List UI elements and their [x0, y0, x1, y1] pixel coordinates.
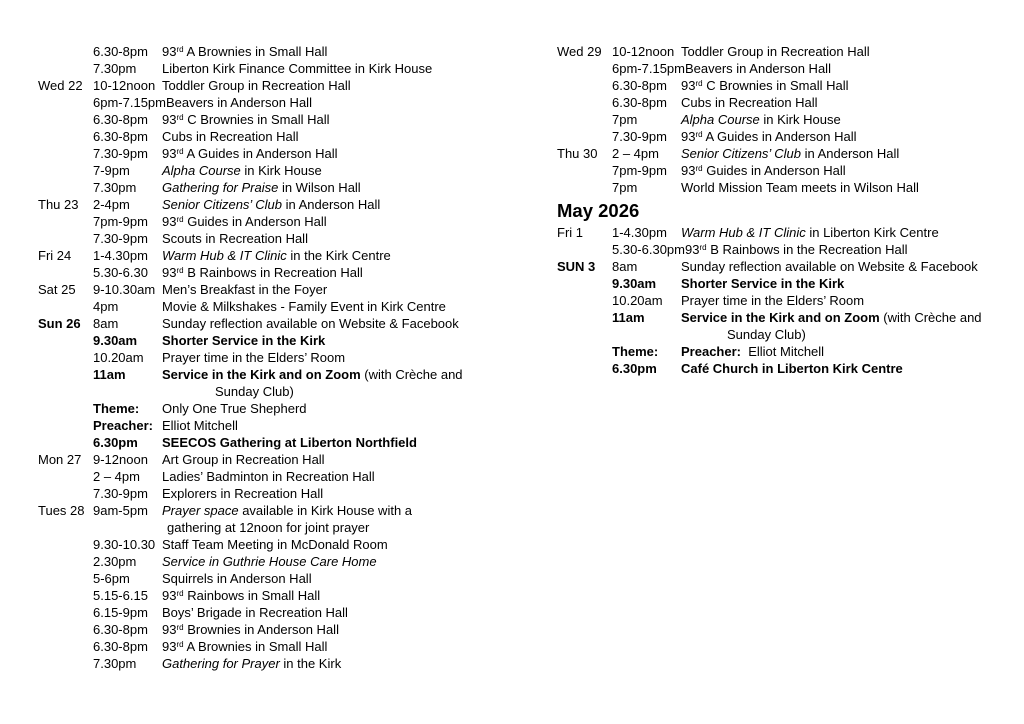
- ordinal-suffix: rd: [699, 243, 707, 253]
- schedule-row: [38, 587, 533, 604]
- schedule-row: [557, 162, 1019, 179]
- event-description: [681, 224, 939, 241]
- schedule-row: [38, 94, 533, 111]
- text-run: Shorter Service in the Kirk: [162, 333, 326, 348]
- event-description: [162, 43, 327, 60]
- schedule-row: [38, 638, 533, 655]
- time-label: 7pm-9pm: [612, 163, 667, 178]
- text-run: Men’s Breakfast in the Foyer: [162, 282, 328, 297]
- time-label: 7.30-9pm: [93, 486, 148, 501]
- text-run: World Mission Team meets in Wilson Hall: [681, 180, 919, 195]
- schedule-row: [557, 309, 1019, 326]
- ordinal-suffix: rd: [695, 79, 703, 89]
- event-description: [162, 621, 339, 638]
- schedule-row: [557, 224, 1019, 241]
- schedule-row: [557, 94, 1019, 111]
- schedule-row: [557, 258, 1019, 275]
- schedule-row: [38, 485, 533, 502]
- text-run: Warm Hub & IT Clinic: [681, 225, 806, 240]
- time-label: 10-12noon: [612, 44, 675, 59]
- text-run: A Brownies in Small Hall: [183, 44, 328, 59]
- text-run: Boys’ Brigade in Recreation Hall: [162, 605, 348, 620]
- month-heading: May 2026: [557, 200, 640, 221]
- time-label: 6.30-8pm: [93, 129, 148, 144]
- time-label: 6.30-8pm: [93, 112, 148, 127]
- time-label: 4pm: [93, 299, 119, 314]
- text-run: A Guides in Anderson Hall: [702, 129, 857, 144]
- event-description: [162, 128, 299, 145]
- text-run: B Rainbows in Recreation Hall: [183, 265, 363, 280]
- event-description: [681, 145, 899, 162]
- text-run: Sunday Club): [215, 384, 294, 399]
- text-run: Cubs in Recreation Hall: [162, 129, 299, 144]
- time-label: 7pm: [612, 112, 638, 127]
- schedule-row: [38, 366, 533, 383]
- text-run: C Brownies in Small Hall: [183, 112, 330, 127]
- text-run: in Kirk House: [759, 112, 841, 127]
- text-run: Prayer space: [162, 503, 239, 518]
- event-description: [162, 315, 459, 332]
- event-description: [681, 292, 864, 309]
- schedule-row: [557, 292, 1019, 309]
- time-label: 9.30-10.30: [93, 537, 156, 552]
- event-description: [167, 519, 369, 536]
- schedule-column-right: [557, 43, 1019, 377]
- schedule-row: [38, 553, 533, 570]
- text-run: in Kirk House: [240, 163, 322, 178]
- event-description: [162, 281, 327, 298]
- event-description: [162, 468, 375, 485]
- text-run: Guides in Anderson Hall: [702, 163, 846, 178]
- event-description: [162, 77, 351, 94]
- schedule-row: [38, 451, 533, 468]
- text-run: 93: [681, 78, 696, 93]
- event-description: [162, 604, 348, 621]
- time-label: 2 – 4pm: [612, 146, 659, 161]
- text-run: Ladies’ Badminton in Recreation Hall: [162, 469, 375, 484]
- text-run: 93: [162, 146, 177, 161]
- time-label: 7.30-9pm: [93, 146, 148, 161]
- schedule-row: [38, 434, 533, 451]
- text-run: Sunday reflection available on Website & Facebook: [681, 259, 978, 274]
- event-description: [162, 485, 323, 502]
- event-description: [162, 111, 330, 128]
- ordinal-suffix: rd: [176, 215, 184, 225]
- time-label: 1-4.30pm: [93, 248, 148, 263]
- schedule-row: [557, 128, 1019, 145]
- text-run: Elliot Mitchell: [162, 418, 238, 433]
- text-run: 93: [162, 639, 177, 654]
- time-label: 2.30pm: [93, 554, 137, 569]
- time-label: 6.15-9pm: [93, 605, 148, 620]
- schedule-row: [38, 315, 533, 332]
- event-description: [215, 383, 294, 400]
- event-description: [162, 638, 327, 655]
- text-run: Toddler Group in Recreation Hall: [162, 78, 351, 93]
- event-description: [162, 502, 412, 519]
- schedule-column-left: [38, 43, 533, 672]
- text-run: 93: [162, 588, 177, 603]
- time-label: 6.30pm: [93, 435, 138, 450]
- text-run: 93: [681, 129, 696, 144]
- event-description: [685, 60, 831, 77]
- schedule-row: [38, 281, 533, 298]
- ordinal-suffix: rd: [176, 589, 184, 599]
- ordinal-suffix: rd: [695, 130, 703, 140]
- day-label: Fri 1: [557, 225, 583, 240]
- schedule-row: [38, 349, 533, 366]
- text-run: 93: [162, 265, 177, 280]
- time-label: 5.30-6.30: [93, 265, 148, 280]
- time-label: 5-6pm: [93, 571, 130, 586]
- schedule-row: [38, 179, 533, 196]
- event-description: [162, 655, 341, 672]
- schedule-row-continuation: [38, 383, 533, 400]
- text-run: A Guides in Anderson Hall: [183, 146, 338, 161]
- time-label: 9am-5pm: [93, 503, 148, 518]
- text-run: Beavers in Anderson Hall: [684, 61, 831, 76]
- schedule-row: [557, 275, 1019, 292]
- text-run: 93: [162, 44, 177, 59]
- day-label: Sat 25: [38, 282, 76, 297]
- time-label: 10-12noon: [93, 78, 156, 93]
- text-run: (with Crèche and: [360, 367, 463, 382]
- event-description: [162, 553, 377, 570]
- schedule-row: [38, 655, 533, 672]
- time-label: 11am: [93, 367, 126, 382]
- event-description: [162, 332, 325, 349]
- text-run: Beavers in Anderson Hall: [165, 95, 312, 110]
- ordinal-suffix: rd: [176, 45, 184, 55]
- time-label: 9-10.30am: [93, 282, 156, 297]
- text-run: Preacher:: [681, 344, 741, 359]
- event-description: [162, 162, 322, 179]
- event-description: [162, 366, 463, 383]
- event-description: [162, 570, 312, 587]
- schedule-row: [557, 60, 1019, 77]
- text-run: Prayer time in the Elders’ Room: [162, 350, 346, 365]
- ordinal-suffix: rd: [176, 113, 184, 123]
- time-label: 6pm-7.15pm: [612, 61, 685, 76]
- schedule-row: [38, 298, 533, 315]
- text-run: Shorter Service in the Kirk: [681, 276, 845, 291]
- day-label: Wed 29: [557, 44, 602, 59]
- schedule-row: [557, 241, 1019, 258]
- day-label: Mon 27: [38, 452, 82, 467]
- time-label: 5.30-6.30pm: [612, 242, 685, 257]
- text-run: B Rainbows in the Recreation Hall: [706, 242, 908, 257]
- text-run: in Anderson Hall: [800, 146, 900, 161]
- ordinal-suffix: rd: [176, 640, 184, 650]
- time-label: Theme:: [93, 401, 140, 416]
- text-run: Service in Guthrie House Care Home: [162, 554, 377, 569]
- day-label: Wed 22: [38, 78, 83, 93]
- schedule-row: [38, 247, 533, 264]
- event-description: [162, 451, 325, 468]
- text-run: C Brownies in Small Hall: [702, 78, 849, 93]
- day-label: Thu 30: [557, 146, 598, 161]
- text-run: in Liberton Kirk Centre: [805, 225, 939, 240]
- schedule-row: [38, 77, 533, 94]
- ordinal-suffix: rd: [176, 266, 184, 276]
- time-label: 10.20am: [612, 293, 663, 308]
- time-label: 2 – 4pm: [93, 469, 140, 484]
- event-description: [681, 128, 857, 145]
- time-label: 8am: [612, 259, 638, 274]
- text-run: gathering at 12noon for joint prayer: [167, 520, 370, 535]
- schedule-row: [557, 43, 1019, 60]
- event-description: [162, 179, 361, 196]
- text-run: available in Kirk House with a: [238, 503, 413, 518]
- text-run: Senior Citizens’ Club: [162, 197, 282, 212]
- event-description: [166, 94, 312, 111]
- text-run: Toddler Group in Recreation Hall: [681, 44, 870, 59]
- text-run: Alpha Course: [162, 163, 241, 178]
- text-run: Prayer time in the Elders’ Room: [681, 293, 865, 308]
- time-label: 1-4.30pm: [612, 225, 667, 240]
- schedule-row: [38, 604, 533, 621]
- day-label: Thu 23: [38, 197, 79, 212]
- text-run: Art Group in Recreation Hall: [162, 452, 325, 467]
- event-description: [681, 258, 978, 275]
- event-description: [162, 434, 417, 451]
- event-description: [681, 111, 841, 128]
- time-label: Preacher:: [93, 418, 153, 433]
- day-label: Sun 26: [38, 316, 81, 331]
- time-label: 7pm: [612, 180, 638, 195]
- ordinal-suffix: rd: [176, 623, 184, 633]
- time-label: 2-4pm: [93, 197, 130, 212]
- time-label: 6.30-8pm: [93, 639, 148, 654]
- text-run: SEECOS Gathering at Liberton Northfield: [162, 435, 417, 450]
- schedule-row: [38, 621, 533, 638]
- schedule-row: [38, 162, 533, 179]
- text-run: 93: [162, 622, 177, 637]
- text-run: Brownies in Anderson Hall: [183, 622, 339, 637]
- text-run: 93: [685, 242, 700, 257]
- time-label: 6.30-8pm: [612, 95, 667, 110]
- day-label: Fri 24: [38, 248, 72, 263]
- event-description: [162, 247, 391, 264]
- event-description: [162, 298, 446, 315]
- event-description: [681, 94, 818, 111]
- schedule-row: [38, 570, 533, 587]
- text-run: Rainbows in Small Hall: [183, 588, 321, 603]
- time-label: 9.30am: [93, 333, 138, 348]
- time-label: Theme:: [612, 344, 659, 359]
- schedule-row: [557, 77, 1019, 94]
- text-run: in Wilson Hall: [278, 180, 361, 195]
- text-run: Squirrels in Anderson Hall: [162, 571, 312, 586]
- text-run: Guides in Anderson Hall: [183, 214, 327, 229]
- time-label: 7.30-9pm: [612, 129, 667, 144]
- text-run: Movie & Milkshakes - Family Event in Kirk Centre: [162, 299, 446, 314]
- event-description: [162, 213, 327, 230]
- time-label: 6.30-8pm: [612, 78, 667, 93]
- text-run: Sunday Club): [727, 327, 806, 342]
- time-label: 7.30pm: [93, 61, 137, 76]
- day-label: Tues 28: [38, 503, 85, 518]
- event-description: [681, 309, 982, 326]
- text-run: Elliot Mitchell: [740, 344, 825, 359]
- time-label: 7pm-9pm: [93, 214, 148, 229]
- schedule-row: [38, 230, 533, 247]
- text-run: (with Crèche and: [879, 310, 982, 325]
- time-label: 7.30pm: [93, 656, 137, 671]
- text-run: Gathering for Praise: [162, 180, 279, 195]
- time-label: 9-12noon: [93, 452, 148, 467]
- text-run: Explorers in Recreation Hall: [162, 486, 324, 501]
- text-run: Café Church in Liberton Kirk Centre: [681, 361, 903, 376]
- event-description: [162, 145, 338, 162]
- event-description: [681, 179, 919, 196]
- time-label: 6.30pm: [612, 361, 657, 376]
- text-run: Warm Hub & IT Clinic: [162, 248, 287, 263]
- text-run: in the Kirk Centre: [286, 248, 391, 263]
- event-description: [685, 241, 907, 258]
- schedule-row: [38, 417, 533, 434]
- schedule-row: [38, 128, 533, 145]
- schedule-row: [557, 145, 1019, 162]
- event-description: [162, 417, 238, 434]
- event-description: [681, 77, 849, 94]
- event-description: [162, 196, 380, 213]
- time-label: 11am: [612, 310, 645, 325]
- event-description: [162, 536, 388, 553]
- ordinal-suffix: rd: [695, 164, 703, 174]
- time-label: 7-9pm: [93, 163, 130, 178]
- event-description: [162, 400, 307, 417]
- event-description: [727, 326, 806, 343]
- text-run: Only One True Shepherd: [162, 401, 307, 416]
- schedule-row: [557, 111, 1019, 128]
- text-run: A Brownies in Small Hall: [183, 639, 328, 654]
- event-description: [162, 60, 432, 77]
- text-run: 93: [162, 112, 177, 127]
- text-run: Service in the Kirk and on Zoom: [681, 310, 880, 325]
- text-run: Cubs in Recreation Hall: [681, 95, 818, 110]
- event-description: [681, 43, 870, 60]
- text-run: Sunday reflection available on Website & Facebook: [162, 316, 459, 331]
- time-label: 10.20am: [93, 350, 144, 365]
- event-description: [681, 343, 824, 360]
- time-label: 6pm-7.15pm: [93, 95, 166, 110]
- text-run: in Anderson Hall: [281, 197, 381, 212]
- event-description: [162, 587, 320, 604]
- time-label: 6.30-8pm: [93, 622, 148, 637]
- time-label: 5.15-6.15: [93, 588, 148, 603]
- schedule-row: [38, 264, 533, 281]
- text-run: 93: [162, 214, 177, 229]
- event-description: [681, 275, 844, 292]
- schedule-row: [38, 468, 533, 485]
- text-run: Liberton Kirk Finance Committee in Kirk House: [162, 61, 433, 76]
- event-description: [681, 360, 903, 377]
- event-description: [162, 230, 308, 247]
- schedule-row: [38, 332, 533, 349]
- schedule-row: [557, 179, 1019, 196]
- schedule-row: [38, 502, 533, 519]
- schedule-row: [38, 111, 533, 128]
- time-label: 7.30pm: [93, 180, 137, 195]
- schedule-row: [38, 213, 533, 230]
- time-label: 8am: [93, 316, 119, 331]
- schedule-row: [38, 400, 533, 417]
- schedule-row: [38, 536, 533, 553]
- event-description: [681, 162, 846, 179]
- schedule-row: [557, 360, 1019, 377]
- schedule-row: [38, 43, 533, 60]
- text-run: Alpha Course: [681, 112, 760, 127]
- time-label: 6.30-8pm: [93, 44, 148, 59]
- schedule-row-continuation: [557, 326, 1019, 343]
- schedule-row: [38, 196, 533, 213]
- text-run: Staff Team Meeting in McDonald Room: [162, 537, 388, 552]
- text-run: Service in the Kirk and on Zoom: [162, 367, 361, 382]
- schedule-row: [38, 60, 533, 77]
- schedule-row: [557, 343, 1019, 360]
- schedule-row-continuation: [38, 519, 533, 536]
- ordinal-suffix: rd: [176, 147, 184, 157]
- event-description: [162, 349, 345, 366]
- text-run: 93: [681, 163, 696, 178]
- text-run: in the Kirk: [279, 656, 342, 671]
- text-run: Gathering for Prayer: [162, 656, 280, 671]
- time-label: 7.30-9pm: [93, 231, 148, 246]
- schedule-row: [38, 145, 533, 162]
- day-label: SUN 3: [557, 259, 596, 274]
- text-run: Scouts in Recreation Hall: [162, 231, 308, 246]
- event-description: [162, 264, 363, 281]
- time-label: 9.30am: [612, 276, 657, 291]
- text-run: Senior Citizens’ Club: [681, 146, 801, 161]
